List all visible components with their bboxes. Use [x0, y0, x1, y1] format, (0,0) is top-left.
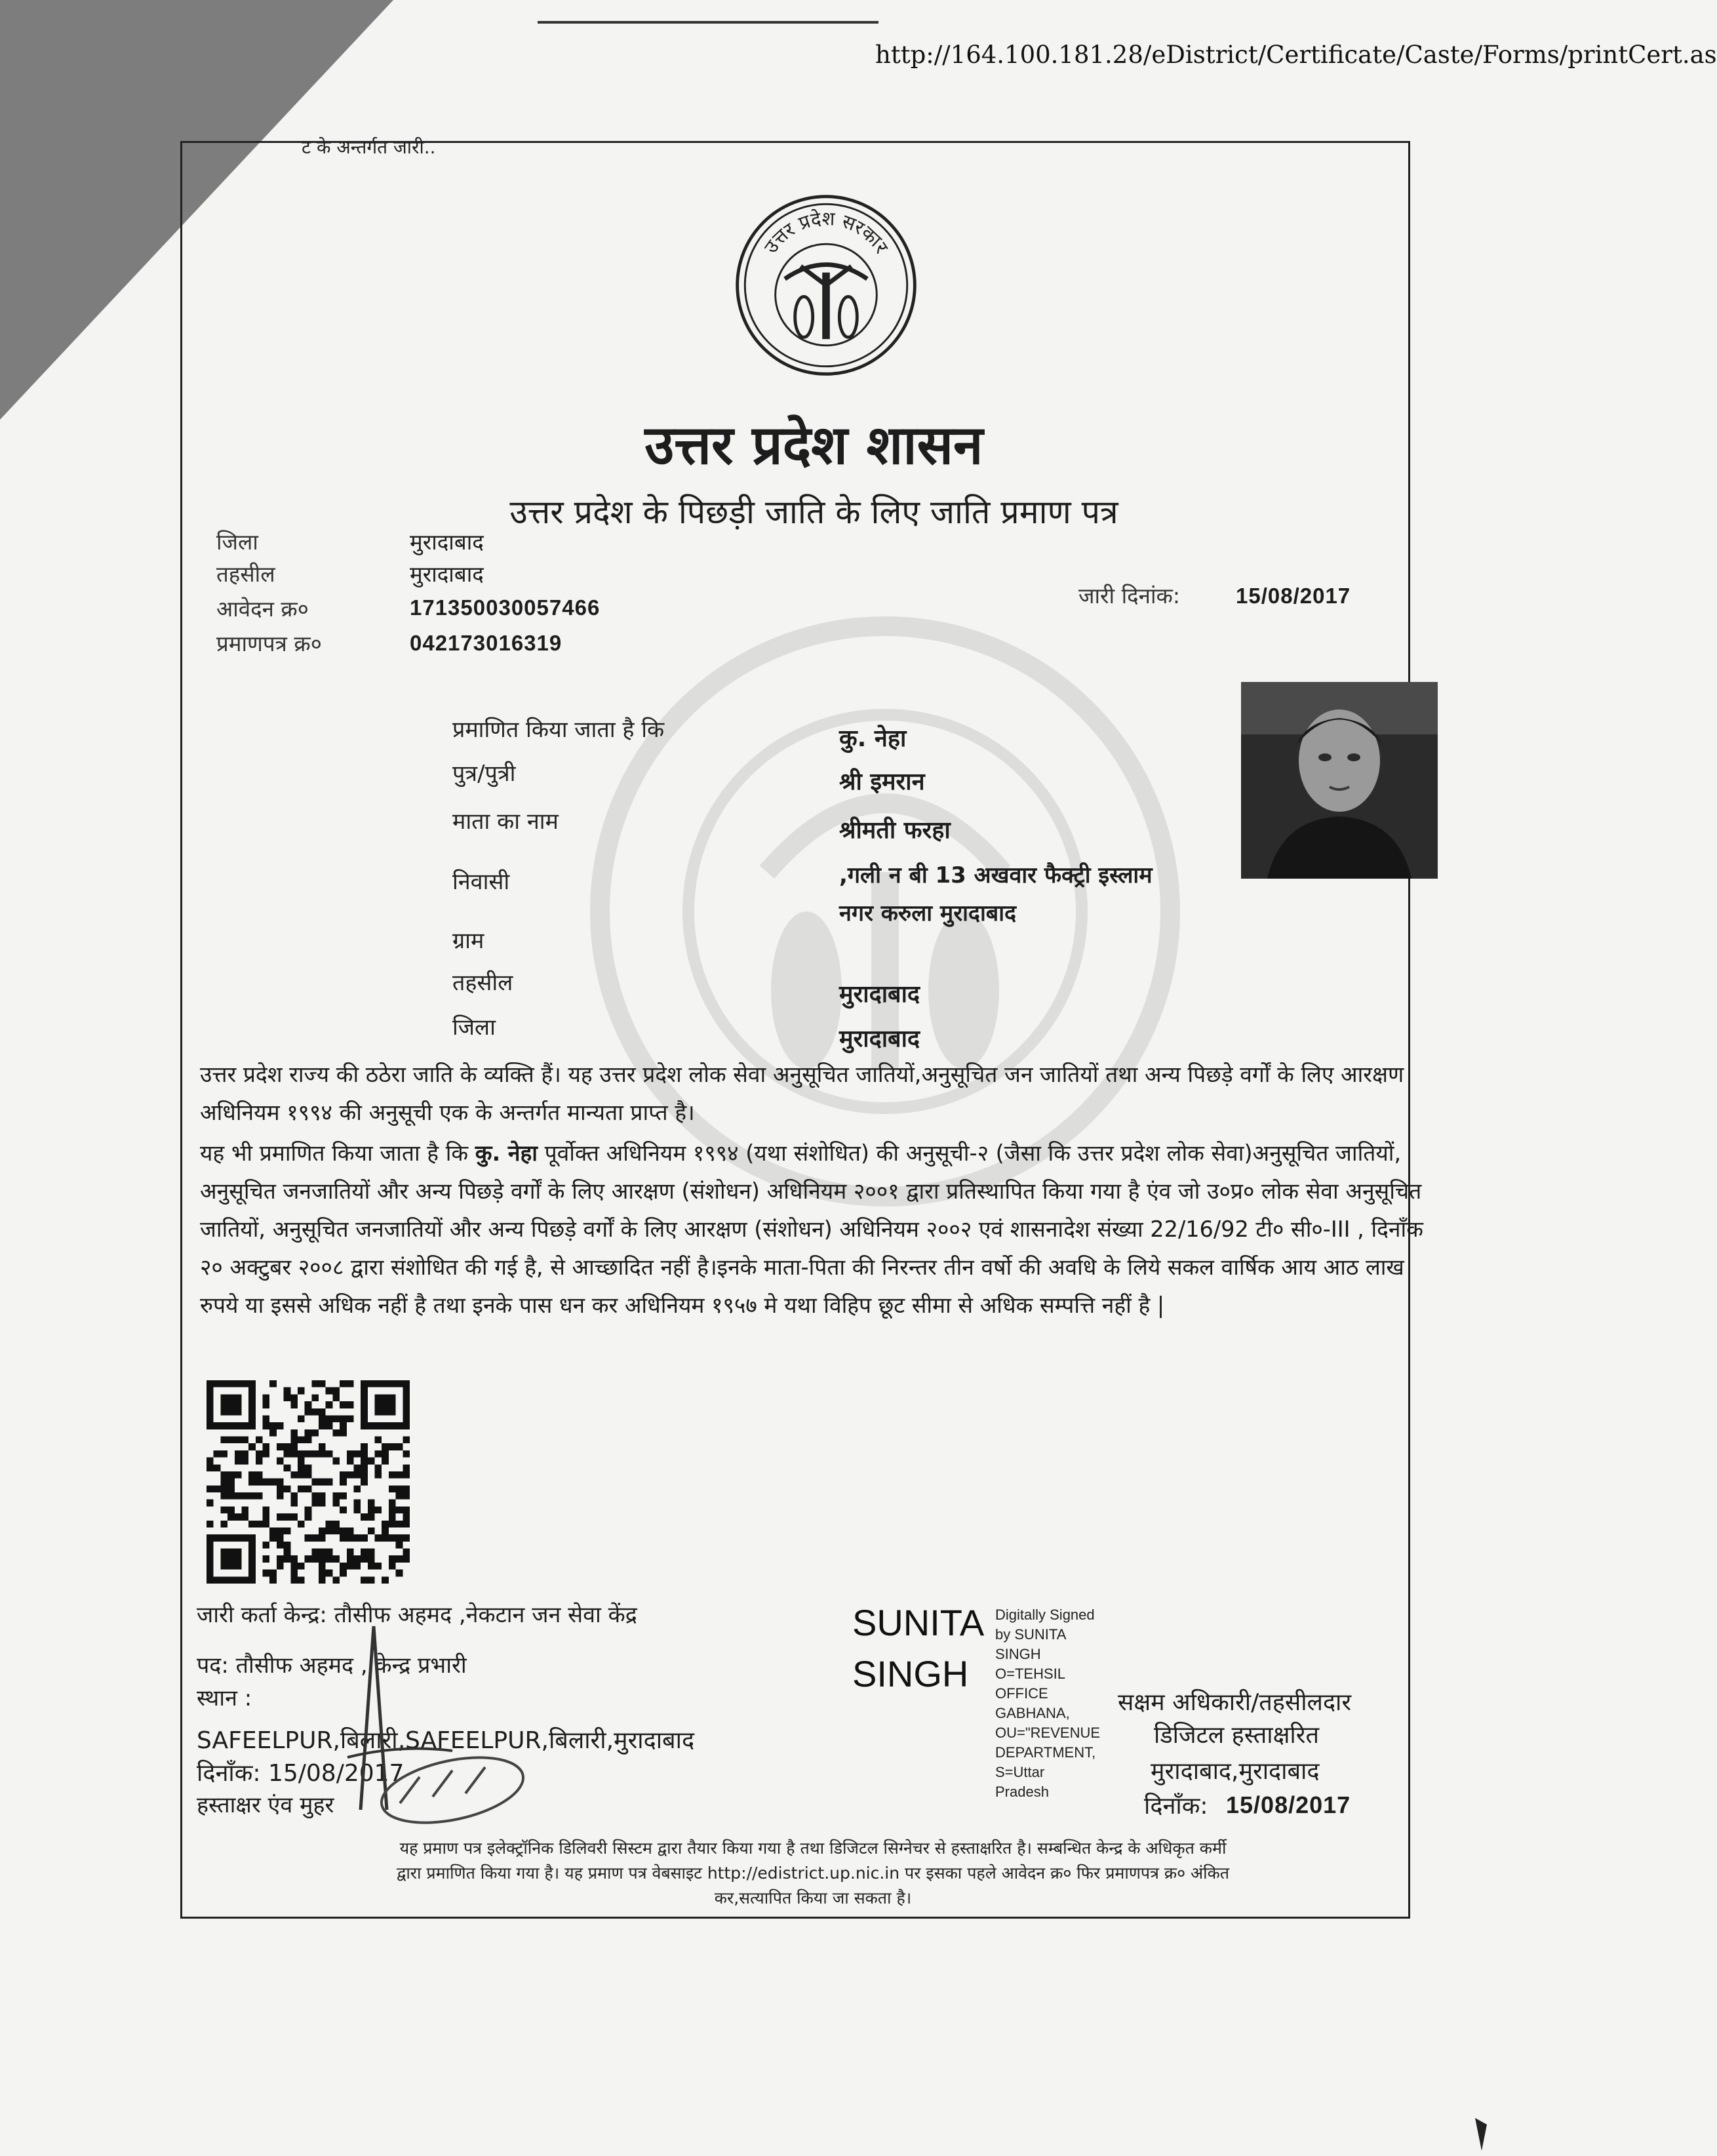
issuer-place-value: SAFEELPUR,बिलारी,SAFEELPUR,बिलारी,मुरादाबाद [197, 1727, 695, 1754]
tehsil-label: तहसील [216, 561, 275, 587]
certificate-number: 042173016319 [410, 631, 562, 655]
field-district-label: जिला [452, 1014, 496, 1041]
scan-line [538, 21, 878, 24]
footer-line1: यह प्रमाण पत्र इलेक्ट्रॉनिक डिलिवरी सिस्टम द्वारा तैयार किया गया है तथा डिजिटल सिग्नेचर से हस्ताक्षरित है। सम्बन्धित केन्द्र के अधिकृत कर्मी [399, 1839, 1227, 1858]
print-url: http://164.100.181.28/eDistrict/Certificate/Caste/Forms/printCert.as [875, 41, 1717, 69]
paragraph2-name: कु. नेहा [475, 1140, 538, 1166]
seal-text: उत्तर प्रदेश सरकार [759, 207, 893, 258]
district-label: जिला [216, 529, 258, 555]
authority-digital-signed: डिजिटल हस्ताक्षरित [1154, 1722, 1319, 1749]
village-label: ग्राम [452, 928, 484, 954]
handwritten-signature-icon [321, 1587, 538, 1823]
issuer-sign-label: हस्ताक्षर एंव मुहर [197, 1792, 334, 1818]
qr-code [207, 1380, 410, 1584]
certificate-footer [197, 1836, 1429, 1911]
field-tehsil-label: तहसील [452, 970, 513, 996]
authority-title: सक्षम अधिकारी/तहसीलदार [1118, 1689, 1352, 1716]
resident-label: निवासी [452, 869, 510, 895]
application-number-label: आवेदन क्र० [216, 596, 309, 622]
issue-date-label: जारी दिनांक: [1078, 583, 1180, 609]
mother-label: माता का नाम [452, 808, 559, 835]
header-note: ट के अन्तर्गत जारी.. [302, 136, 436, 158]
field-district-value: मुरादाबाद [839, 1026, 920, 1052]
district-value: मुरादाबाद [410, 529, 484, 555]
up-government-seal-icon [731, 190, 921, 380]
signer-name-line1: SUNITA [852, 1602, 985, 1643]
certified-name: कु. नेहा [839, 725, 907, 752]
authority-date-label: दिनाँक: [1144, 1793, 1208, 1820]
paragraph2-prefix: यह भी प्रमाणित किया जाता है कि [200, 1140, 469, 1166]
signer-name-line2: SINGH [852, 1653, 969, 1694]
tehsil-value: मुरादाबाद [410, 561, 484, 587]
issuer-post: पद: तौसीफ अहमद , केन्द्र प्रभारी [197, 1652, 467, 1679]
issuer-centre: जारी कर्ता केन्द्र: तौसीफ अहमद ,नेकटान जन सेवा केंद्र [197, 1602, 637, 1628]
parent-name: श्री इमरान [839, 769, 925, 795]
footer-line3: कर,सत्यापित किया जा सकता है। [714, 1888, 912, 1907]
resident-address-line1: ,गली न बी 13 अखवार फैक्ट्री इस्लाम [839, 862, 1153, 888]
digital-signature-details: Digitally Signed by SUNITA SINGH O=TEHSIL OFFICE GABHANA, OU="REVENUE DEPARTMENT, S=Uttar Pradesh [995, 1607, 1101, 1800]
paragraph2-body: पूर्वोक्त अधिनियम १९९४ (यथा संशोधित) की अनुसूची-२ (जैसा कि उत्तर प्रदेश लोक सेवा)अनुसूचित जातियों, अनुसूचित जनजातियों और अन्य पिछड़े वर्गों के लिए आरक्षण (संशोधन) अधिनियम २००१ द्वारा प्रतिस्थापित किया गया है एंव जो उ०प्र० लोक सेवा अनुसूचित जातियों, अनुसूचित जनजातियों और अन्य पिछड़े वर्गों के लिए आरक्षण (संशोधन) अधिनियम २००२ एवं शासनादेश संख्या 22/16/92 टी० सी०-III , दिनाँक २० अक्टुबर २००८ द्वारा संशोधित की गई है, से आच्छादित नहीं है।इनके माता-पिता की निरन्तर तीन वर्षो की अवधि के लिये सकल वार्षिक आय आठ लाख रुपये या इससे अधिक नहीं है तथा इनके पास धन कर अधिनियम १९५७ मे यथा विहिप छूट सीमा से अधिक सम्पत्ति नहीं है | [200, 1140, 1423, 1318]
certified-label: प्रमाणित किया जाता है कि [452, 717, 665, 743]
footer-line2: द्वारा प्रमाणित किया गया है। यह प्रमाण पत्र वेबसाइट http://edistrict.up.nic.in पर इसका पहले आवेदन क्र० फिर प्रमाणपत्र क्र० अंकित [396, 1864, 1230, 1883]
field-tehsil-value: मुरादाबाद [839, 981, 920, 1008]
svg-text:उत्तर प्रदेश सरकार [759, 207, 893, 258]
page-title: उत्तर प्रदेश शासन [644, 414, 983, 477]
page-subtitle: उत्तर प्रदेश के पिछड़ी जाति के लिए जाति प्रमाण पत्र [509, 493, 1118, 531]
authority-date: 15/08/2017 [1226, 1791, 1351, 1818]
issue-date: 15/08/2017 [1236, 584, 1351, 608]
mother-name: श्रीमती फरहा [839, 817, 951, 844]
paragraph-creamy-layer [200, 1134, 1432, 1325]
application-number: 171350030057466 [410, 595, 601, 620]
resident-address-line2: नगर करुला मुरादाबाद [839, 900, 1017, 927]
issuer-place-label: स्थान : [197, 1685, 252, 1711]
applicant-photo [1241, 682, 1438, 879]
parent-label: पुत्र/पुत्री [452, 761, 516, 787]
certificate-number-label: प्रमाणपत्र क्र० [216, 631, 322, 656]
authority-location: मुरादाबाद,मुरादाबाद [1151, 1758, 1320, 1785]
paragraph-caste-statement: उत्तर प्रदेश राज्य की ठठेरा जाति के व्यक्ति हैं। यह उत्तर प्रदेश लोक सेवा अनुसूचित जातियों,अनुसूचित जन जातियों तथा अन्य पिछड़े वर्गों के लिए आरक्षण अधिनियम १९९४ की अनुसूची एक के अन्तर्गत मान्यता प्राप्त है। [200, 1062, 1404, 1125]
scan-speck-icon [1469, 2118, 1495, 2151]
issuer-date: दिनाँक: 15/08/2017 [197, 1760, 405, 1787]
